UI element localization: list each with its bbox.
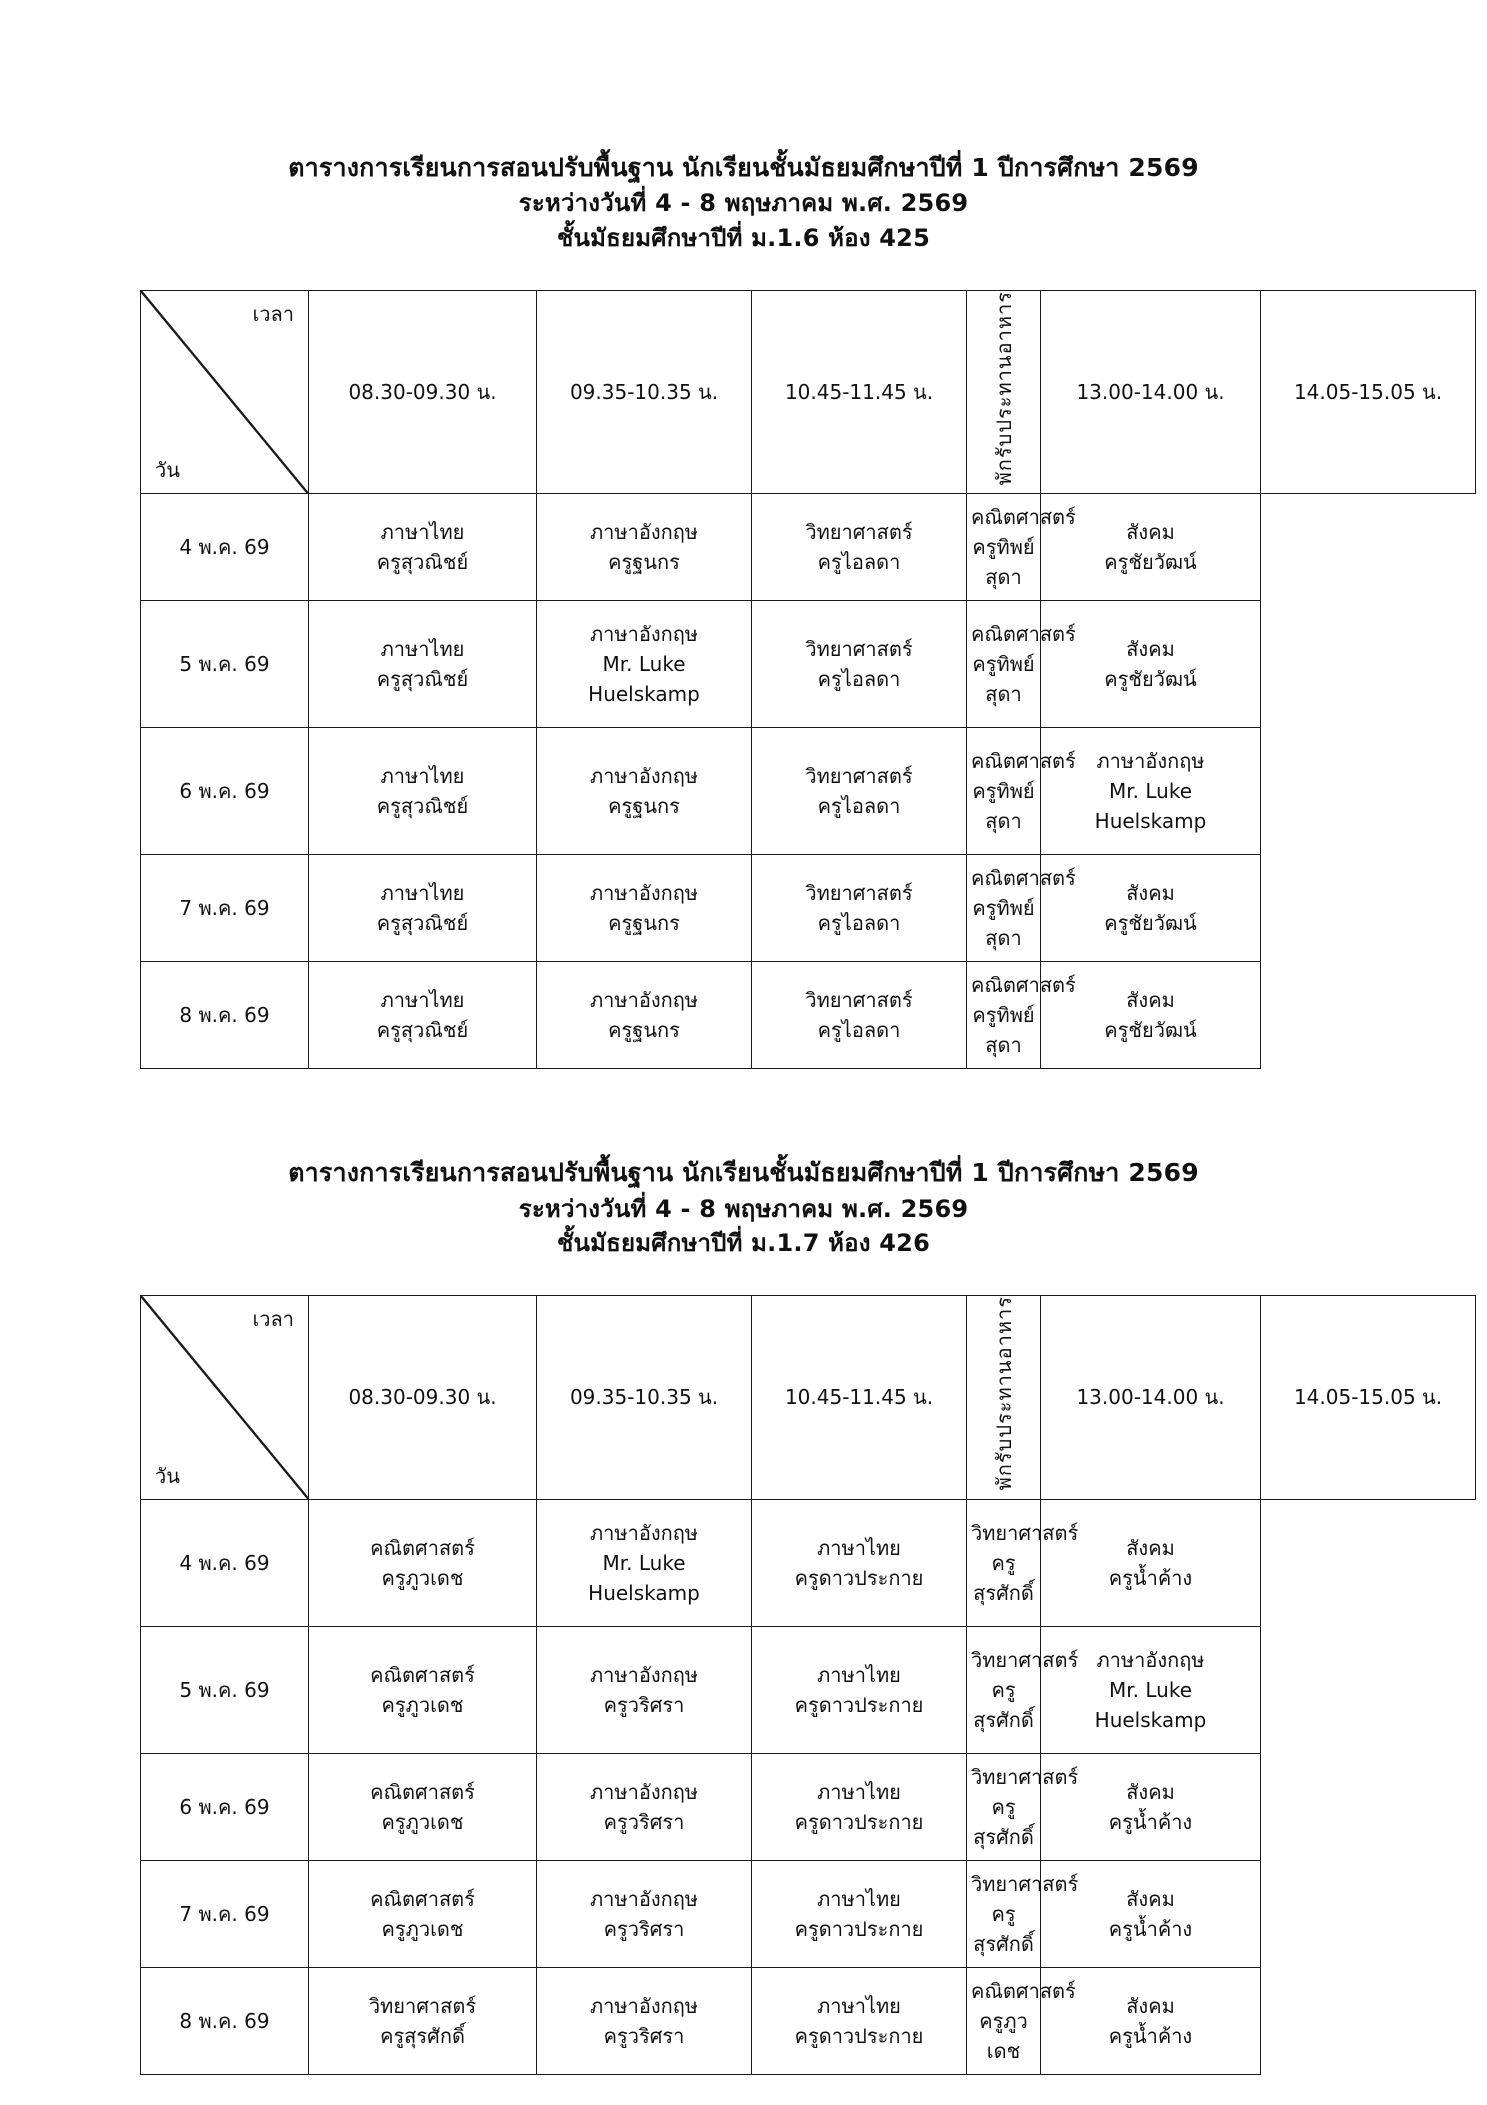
teacher-name: ครูน้ำค้าง xyxy=(1108,2023,1193,2048)
class-cell xyxy=(752,1753,967,1860)
teacher-name: ครูไอลดา xyxy=(817,1018,901,1043)
day-label: 7 พ.ค. 69 xyxy=(141,855,309,962)
class-cell xyxy=(537,855,752,962)
lunch-break-label: พักรับประทานอาหาร xyxy=(991,1296,1016,1491)
teacher-name: ครูภูวเดช xyxy=(381,1692,464,1717)
teacher-name: ครูวริศรา xyxy=(603,1916,685,1941)
class-cell xyxy=(1041,1499,1261,1626)
teacher-name: ครูไอลดา xyxy=(817,550,901,575)
subject-name: สังคม xyxy=(1126,881,1175,906)
day-label: 4 พ.ค. 69 xyxy=(141,1499,309,1626)
teacher-name: ครูภูวเดช xyxy=(381,1809,464,1834)
subject-name: วิทยาศาสตร์ xyxy=(805,881,913,906)
class-cell xyxy=(752,855,967,962)
subject-name: ภาษาอังกฤษ xyxy=(589,881,698,906)
subject-name: ภาษาอังกฤษ xyxy=(1096,749,1205,774)
teacher-name: ครูสุรศักดิ์ xyxy=(973,1550,1034,1605)
page-title: ตารางการเรียนการสอนปรับพื้นฐาน นักเรียนชั้นมัธยมศึกษาปีที่ 1 ปีการศึกษา 2569 xyxy=(288,153,1199,182)
subject-name: ภาษาไทย xyxy=(380,637,465,662)
teacher-name: ครูวริศรา xyxy=(603,1809,685,1834)
teacher-name: ครูชัยวัฒน์ xyxy=(1104,1018,1197,1043)
lunch-break-cell xyxy=(967,290,1041,493)
subject-name: วิทยาศาสตร์ xyxy=(971,1520,1079,1545)
teacher-name: ครูทิพย์สุดา xyxy=(972,652,1035,707)
teacher-name: ครูภูวเดช xyxy=(381,1916,464,1941)
teacher-name: ครูสุวณิชย์ xyxy=(376,550,469,575)
subject-name: ภาษาอังกฤษ xyxy=(589,622,698,647)
class-cell xyxy=(537,494,752,601)
day-label: 8 พ.ค. 69 xyxy=(141,1967,309,2074)
teacher-name: ครูสุวณิชย์ xyxy=(376,911,469,936)
teacher-name: ครูน้ำค้าง xyxy=(1108,1916,1193,1941)
schedule-titles xyxy=(140,1155,1347,1261)
teacher-name: ครูสุรศักดิ์ xyxy=(973,1901,1034,1956)
table-row xyxy=(141,962,1476,1069)
day-label: 5 พ.ค. 69 xyxy=(141,601,309,728)
subject-name: วิทยาศาสตร์ xyxy=(805,764,913,789)
class-cell xyxy=(537,1753,752,1860)
corner-day-label: วัน xyxy=(155,458,180,483)
period-header-2: 09.35-10.35 น. xyxy=(537,290,752,493)
subject-name: คณิตศาสตร์ xyxy=(971,1978,1076,2003)
class-cell xyxy=(967,1753,1079,1860)
table-row xyxy=(141,494,1476,601)
class-cell xyxy=(752,494,967,601)
teacher-name: Mr. Luke xyxy=(1109,1677,1192,1702)
teacher-name: ครูฐนกร xyxy=(608,794,680,819)
teacher-name: ครูดาวประกาย xyxy=(794,1916,924,1941)
subject-name: ภาษาอังกฤษ xyxy=(589,1520,698,1545)
class-cell xyxy=(967,1860,1079,1967)
teacher-name: ครูดาวประกาย xyxy=(794,1692,924,1717)
teacher-name: Mr. Luke xyxy=(602,652,686,677)
class-cell xyxy=(752,601,967,728)
subject-name: คณิตศาสตร์ xyxy=(971,622,1076,647)
period-header-3: 10.45-11.45 น. xyxy=(752,1296,967,1499)
teacher-name: ครูสุวณิชย์ xyxy=(376,794,469,819)
table-header-row xyxy=(141,290,1476,493)
subject-name: วิทยาศาสตร์ xyxy=(971,1764,1079,1789)
teacher-name: ครูไอลดา xyxy=(817,911,901,936)
class-cell xyxy=(537,1860,752,1967)
teacher-name: ครูทิพย์สุดา xyxy=(972,896,1035,951)
teacher-name-line2: Huelskamp xyxy=(588,682,700,707)
subject-name: คณิตศาสตร์ xyxy=(971,749,1076,774)
class-cell xyxy=(537,962,752,1069)
class-cell xyxy=(967,1626,1079,1753)
corner-header xyxy=(141,1296,309,1499)
table-row xyxy=(141,1967,1476,2074)
table-header-row xyxy=(141,1296,1476,1499)
date-range: ระหว่างวันที่ 4 - 8 พฤษภาคม พ.ศ. 2569 xyxy=(518,189,969,218)
schedule-block-1 xyxy=(140,150,1443,1069)
period-header-2: 09.35-10.35 น. xyxy=(537,1296,752,1499)
table-row xyxy=(141,728,1476,855)
day-label: 4 พ.ค. 69 xyxy=(141,494,309,601)
date-range: ระหว่างวันที่ 4 - 8 พฤษภาคม พ.ศ. 2569 xyxy=(518,1194,969,1223)
teacher-name: ครูไอลดา xyxy=(817,794,901,819)
class-cell xyxy=(537,1626,752,1753)
class-cell xyxy=(1041,728,1261,855)
class-cell xyxy=(309,962,537,1069)
teacher-name: Mr. Luke xyxy=(1109,779,1192,804)
teacher-name: ครูน้ำค้าง xyxy=(1108,1565,1193,1590)
class-cell xyxy=(967,1499,1079,1626)
subject-name: ภาษาไทย xyxy=(380,764,465,789)
lunch-break-label: พักรับประทานอาหาร xyxy=(991,290,1016,486)
subject-name: สังคม xyxy=(1126,1779,1175,1804)
teacher-name: ครูวริศรา xyxy=(603,2023,685,2048)
teacher-name: ครูทิพย์สุดา xyxy=(972,535,1035,590)
class-cell xyxy=(752,1967,967,2074)
class-cell xyxy=(752,728,967,855)
class-cell xyxy=(309,601,537,728)
period-header-4: 13.00-14.00 น. xyxy=(1041,1296,1261,1499)
subject-name: ภาษาอังกฤษ xyxy=(1096,1647,1205,1672)
subject-name: ภาษาอังกฤษ xyxy=(589,988,698,1013)
subject-name: ภาษาไทย xyxy=(817,1993,901,2018)
teacher-name: ครูฐนกร xyxy=(608,1018,680,1043)
page-title: ตารางการเรียนการสอนปรับพื้นฐาน นักเรียนชั้นมัธยมศึกษาปีที่ 1 ปีการศึกษา 2569 xyxy=(288,1158,1199,1188)
teacher-name-line2: Huelskamp xyxy=(1094,1707,1207,1732)
period-header-1: 08.30-09.30 น. xyxy=(309,1296,537,1499)
subject-name: วิทยาศาสตร์ xyxy=(805,637,913,662)
subject-name: วิทยาศาสตร์ xyxy=(805,520,913,545)
class-room: ชั้นมัธยมศึกษาปีที่ ม.1.6 ห้อง 425 xyxy=(557,224,930,253)
class-cell xyxy=(537,1499,752,1626)
class-cell xyxy=(967,962,1076,1069)
day-label: 5 พ.ค. 69 xyxy=(141,1626,309,1753)
class-cell xyxy=(967,494,1076,601)
teacher-name: ครูชัยวัฒน์ xyxy=(1104,911,1197,936)
subject-name: วิทยาศาสตร์ xyxy=(368,1993,477,2018)
teacher-name: ครูภูวเดช xyxy=(979,2008,1028,2063)
period-header-5: 14.05-15.05 น. xyxy=(1261,290,1476,493)
subject-name: สังคม xyxy=(1126,1886,1175,1911)
subject-name: ภาษาไทย xyxy=(380,520,465,545)
teacher-name: ครูชัยวัฒน์ xyxy=(1104,550,1197,575)
table-row xyxy=(141,1753,1476,1860)
class-cell xyxy=(309,494,537,601)
table-row xyxy=(141,601,1476,728)
subject-name: สังคม xyxy=(1126,988,1175,1013)
day-label: 6 พ.ค. 69 xyxy=(141,728,309,855)
subject-name: ภาษาอังกฤษ xyxy=(589,764,698,789)
teacher-name: Mr. Luke xyxy=(602,1550,686,1575)
day-label: 6 พ.ค. 69 xyxy=(141,1753,309,1860)
class-cell xyxy=(309,1967,537,2074)
subject-name: ภาษาอังกฤษ xyxy=(589,1993,698,2018)
class-cell xyxy=(309,855,537,962)
class-cell xyxy=(537,601,752,728)
subject-name: วิทยาศาสตร์ xyxy=(805,988,913,1013)
teacher-name: ครูฐนกร xyxy=(608,550,680,575)
class-cell xyxy=(537,1967,752,2074)
teacher-name: ครูน้ำค้าง xyxy=(1108,1809,1193,1834)
teacher-name: ครูชัยวัฒน์ xyxy=(1104,667,1197,692)
class-cell xyxy=(967,855,1076,962)
teacher-name: ครูดาวประกาย xyxy=(794,2023,924,2048)
class-cell xyxy=(309,1860,537,1967)
subject-name: ภาษาไทย xyxy=(817,1779,901,1804)
teacher-name: ครูสุวณิชย์ xyxy=(376,667,469,692)
subject-name: สังคม xyxy=(1126,637,1175,662)
class-cell xyxy=(967,728,1076,855)
class-cell xyxy=(752,1626,967,1753)
teacher-name-line2: Huelskamp xyxy=(1094,809,1207,834)
lunch-break-cell xyxy=(967,1296,1041,1499)
teacher-name: ครูสุรศักดิ์ xyxy=(380,2023,465,2048)
subject-name: สังคม xyxy=(1126,1535,1175,1560)
subject-name: วิทยาศาสตร์ xyxy=(971,1871,1079,1896)
class-cell xyxy=(967,601,1076,728)
schedule-block-2 xyxy=(140,1155,1443,2074)
subject-name: ภาษาอังกฤษ xyxy=(589,520,698,545)
class-cell xyxy=(752,1499,967,1626)
class-cell xyxy=(752,962,967,1069)
class-cell xyxy=(309,1499,537,1626)
subject-name: ภาษาอังกฤษ xyxy=(589,1779,698,1804)
table-row xyxy=(141,1860,1476,1967)
subject-name: ภาษาอังกฤษ xyxy=(589,1662,698,1687)
teacher-name: ครูสุรศักดิ์ xyxy=(973,1677,1034,1732)
class-cell xyxy=(537,728,752,855)
class-cell xyxy=(752,1860,967,1967)
schedule-titles xyxy=(140,150,1347,256)
subject-name: ภาษาไทย xyxy=(380,881,465,906)
table-row xyxy=(141,1626,1476,1753)
period-header-3: 10.45-11.45 น. xyxy=(752,290,967,493)
corner-header xyxy=(141,290,309,493)
class-cell xyxy=(1041,601,1261,728)
subject-name: คณิตศาสตร์ xyxy=(971,973,1076,998)
teacher-name: ครูดาวประกาย xyxy=(794,1565,924,1590)
period-header-1: 08.30-09.30 น. xyxy=(309,290,537,493)
subject-name: คณิตศาสตร์ xyxy=(370,1535,475,1560)
class-cell xyxy=(1041,1626,1261,1753)
teacher-name: ครูทิพย์สุดา xyxy=(972,1003,1035,1058)
table-row xyxy=(141,855,1476,962)
subject-name: คณิตศาสตร์ xyxy=(971,505,1076,530)
teacher-name: ครูดาวประกาย xyxy=(794,1809,924,1834)
subject-name: คณิตศาสตร์ xyxy=(370,1886,475,1911)
teacher-name: ครูทิพย์สุดา xyxy=(972,779,1035,834)
subject-name: ภาษาไทย xyxy=(380,988,465,1013)
corner-time-label: เวลา xyxy=(252,1307,294,1332)
corner-day-label: วัน xyxy=(155,1463,180,1488)
day-label: 7 พ.ค. 69 xyxy=(141,1860,309,1967)
subject-name: คณิตศาสตร์ xyxy=(370,1662,475,1687)
class-cell xyxy=(309,1626,537,1753)
table-row xyxy=(141,1499,1476,1626)
subject-name: สังคม xyxy=(1126,1993,1175,2018)
schedule-table xyxy=(140,290,1476,1069)
teacher-name: ครูไอลดา xyxy=(817,667,901,692)
teacher-name: ครูสุวณิชย์ xyxy=(376,1018,469,1043)
subject-name: ภาษาไทย xyxy=(817,1662,901,1687)
subject-name: ภาษาไทย xyxy=(817,1535,901,1560)
class-room: ชั้นมัธยมศึกษาปีที่ ม.1.7 ห้อง 426 xyxy=(557,1229,930,1258)
class-cell xyxy=(309,728,537,855)
teacher-name: ครูฐนกร xyxy=(608,911,680,936)
subject-name: วิทยาศาสตร์ xyxy=(971,1647,1079,1672)
period-header-5: 14.05-15.05 น. xyxy=(1261,1296,1476,1499)
schedule-table xyxy=(140,1295,1476,2074)
subject-name: ภาษาไทย xyxy=(817,1886,901,1911)
subject-name: คณิตศาสตร์ xyxy=(971,866,1076,891)
class-cell xyxy=(309,1753,537,1860)
day-label: 8 พ.ค. 69 xyxy=(141,962,309,1069)
subject-name: สังคม xyxy=(1126,520,1175,545)
corner-time-label: เวลา xyxy=(252,301,294,326)
teacher-name: ครูสุรศักดิ์ xyxy=(973,1794,1034,1849)
subject-name: ภาษาอังกฤษ xyxy=(589,1886,698,1911)
period-header-4: 13.00-14.00 น. xyxy=(1041,290,1261,493)
class-cell xyxy=(967,1967,1076,2074)
subject-name: คณิตศาสตร์ xyxy=(370,1779,475,1804)
teacher-name: ครูภูวเดช xyxy=(381,1565,464,1590)
teacher-name: ครูวริศรา xyxy=(603,1692,685,1717)
teacher-name-line2: Huelskamp xyxy=(588,1580,700,1605)
